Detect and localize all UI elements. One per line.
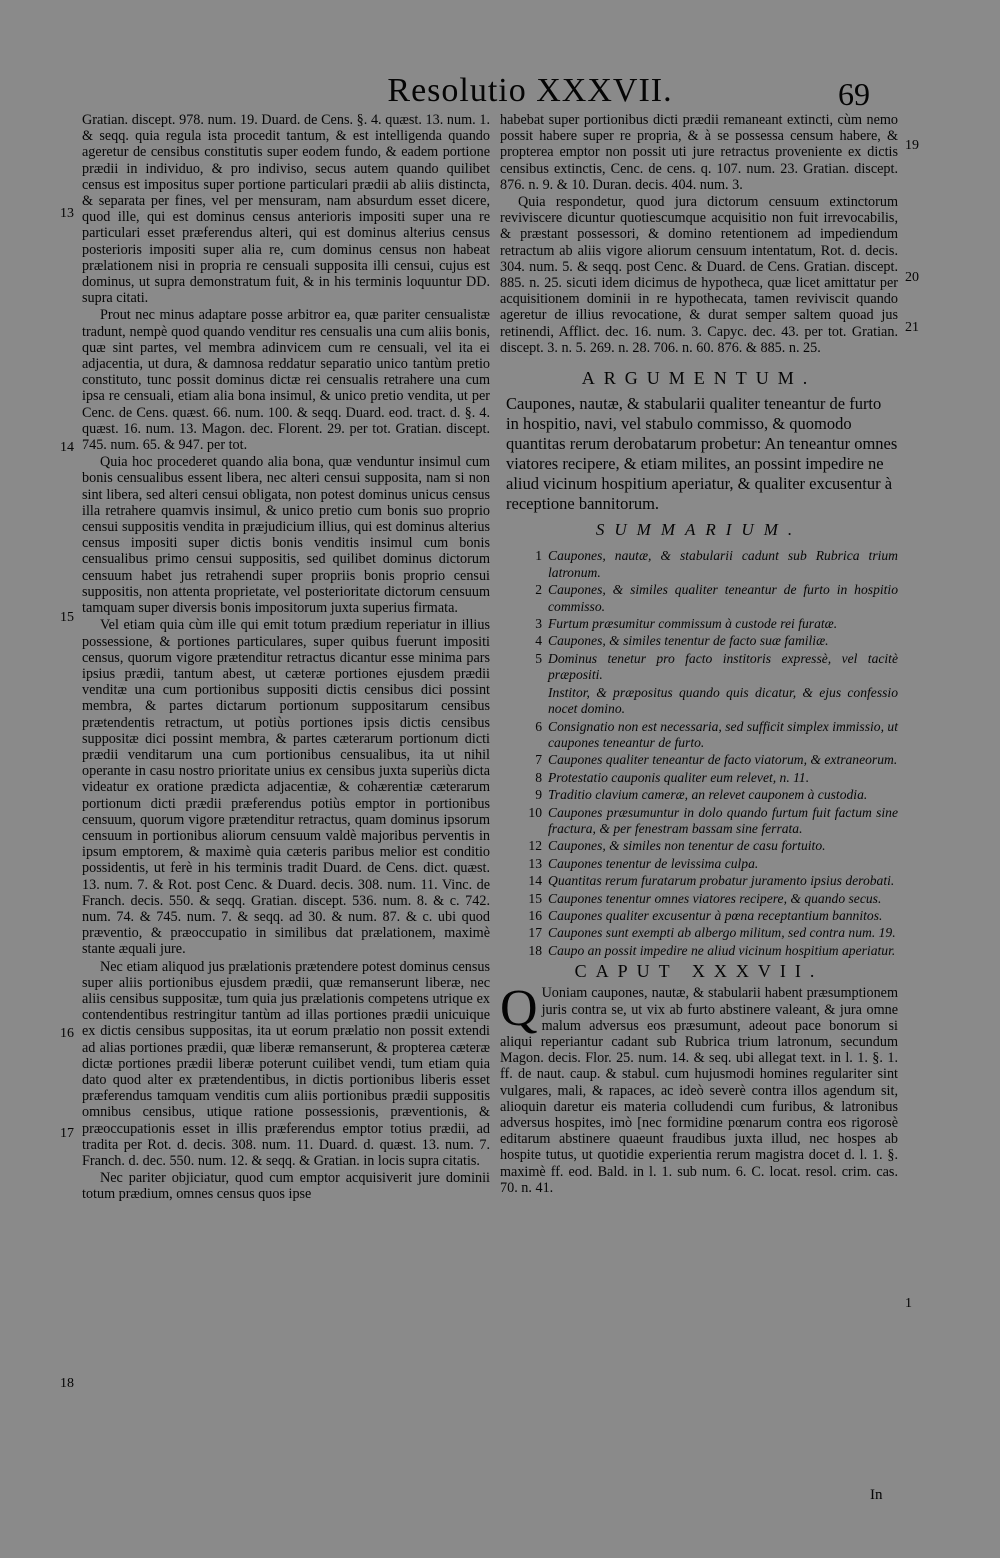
left-column: [82, 112, 490, 1204]
summarium-item: [500, 873, 898, 889]
summarium-item: [500, 616, 898, 632]
summarium-text: Furtum præsumitur commissum à custode rei furatæ.: [548, 616, 838, 632]
body-paragraph: Nec etiam aliquod jus prælationis prætendere potest dominus census super aliis portionibus ejusdem prædii, quæ remanserunt liberæ, nec aliis censibus suppositæ, tum quia jus prælationis competens utrique ex contendentibus restringitur tantùm ad illas portiones prædii unicuique ex dictis censibus suppositas, ita ut eorum prælatio non possit extendi ad alias portiones prædii, quæ liberæ remanserunt, & propterea cæteræ dictæ portiones prædii liberæ poterunt cuilibet vendi, tum etiam quia dato quod alter ex prætendentibus, in dictis portionibus liberis esset præferendus tamquam venditis cum aliis portionibus prædii suppositis omnibus censibus, utique ratione possessionis, præventionis, & præoccupationis esset in illis præferendus emptor totius prædii, ad tradita per Rot. d. decis. 308. num. 11. Duard. d. quæst. 13. num. 7. Franch. d. dec. 550. num. 12. & seqq. & Gratian. in locis supra citatis.: [82, 958, 490, 1169]
margin-number: 21: [905, 320, 919, 335]
summarium-text: Caupones præsumuntur in dolo quando furtum fuit factum sine fractura, & per fenestram bassam sine ferrata.: [548, 804, 898, 836]
summarium-item: [500, 943, 898, 959]
summarium-text: Caupones, nautæ, & stabularii cadunt sub Rubrica trium latronum.: [548, 548, 898, 580]
summarium-item: [500, 582, 898, 615]
summarium-item: [500, 891, 898, 907]
summarium-text: Caupones qualiter teneantur de facto viatorum, & extraneorum.: [548, 752, 898, 768]
margin-number: 1: [905, 1296, 912, 1311]
body-paragraph: Vel etiam quia cùm ille qui emit totum prædium reperiatur in illius possessione, & portiones particulares, super quibus fuerunt impositi census, quorum vigore prætenditur retractus dicantur esse minima pars ipsius prædii, tantum abest, ut cæteræ portiones ejusdem prædii venditæ una cum portionibus suppositi dictis censibus dici possint membra, & partes dictarum portionum suppositarum censibus prætendentis retractum, ut potiùs portiones ipsis dictis censibus suppositæ dici possint membra, & partes cæterarum portionum dicti prædii venditarum una cum portionibus censualibus, ita ut nihil operante in casu nostro prioritate unius ex censibus juxta superiùs dicta videatur ex oratione prædicta adjacentiæ, & cohærentiæ cæterarum portionum dicti prædii præferendus potiùs emptor in portionibus censuum, quorum vigore prætenditur retractus, quam dominus ipsorum censuum in portionibus aliorum censuum valdè majoribus perventis in ipsum emptorem, & maximè quia cæteris paribus melior est conditio possidentis, ut ferè in his terminis tradit Duard. de Cens. dict. quæst. 13. num. 7. & Rot. post Cenc. & Duard. decis. 308. num. 11. Vinc. de Franch. decis. 550. & seqq. Gratian. discept. 536. num. 8. & c. 742. num. 74. & 745. num. 7. & seqq. ad 30. & num. 87. & c. ubi quod præventio, & præoccupatio in similibus dat prælationem, maximè stante æquali jure.: [82, 617, 490, 958]
catchword: In: [870, 1487, 883, 1503]
summarium-text: Caupones, & similes tenentur de facto suæ familiæ.: [548, 633, 829, 649]
summarium-number: 4: [535, 633, 542, 649]
body-paragraph: Quia hoc procederet quando alia bona, quæ venduntur insimul cum bonis censualibus essent libera, nec alteri censui supposita, nam si non sint libera, sed alteri censui obligata, non potest dominus unicus census illa retrahere quamvis insimul, & unico pretio cum bonis suo proprio censui suppositis vendita in præjudicium illius, qui est dominus alterius census impositi super dictis bonis venditis insimul cum bonis censualibus primo censui suppositis, sed quilibet dominus dictorum censuum habet jus retrahendi super propriis bonis proprio censui suppositis, non attenta proprietate, vel posterioritate dictorum censuum tamquam super diversis bonis impositorum juxta superius firmata.: [82, 454, 490, 617]
argument-heading: ARGUMENTUM.: [581, 368, 817, 389]
summarium-number: 8: [535, 769, 542, 785]
summarium-text: Caupo an possit impedire ne aliud vicinum hospitium aperiatur.: [548, 942, 896, 958]
summarium-text: Dominus tenetur pro facto institoris expressè, vel tacitè præpositi.: [548, 650, 898, 683]
summarium-item: [500, 856, 898, 872]
page-number: 69: [838, 76, 870, 112]
summarium-number: 15: [528, 890, 542, 906]
drop-cap: Q: [500, 980, 538, 1038]
caput-text: Uoniam caupones, nautæ, & stabularii habent præsumptionem juris contra se, ut vix ab furto abstinere valeant, & jura omne malum adversus eos præsumunt, adeout pace bonorum si aliqui reperiantur cadant sub Rubrica trium latronum, secundum Magon. decis. Flor. 25. num. 14. & seq. ubi allegat text. in l. 1. §. 1. ff. de naut. caup. & stabul. cum hujusmodi homines regulariter sint vulgares, mali, & rapaces, ac ideò severè contra illos agendum sit, alioquin daretur eis materia colludendi cum furibus, & latronibus adversus hospites, imò [nec formidine pœnarum contra eos rigorosè editarum abstinere quaeunt fraudibus juxta illud, nec hospes ab hospite tutus, ut quotidie experientia rerum magistra docet d. l. 1. §. maximè ff. eod. Bald. in l. 1. sub num. 6. C. locat. resol. crim. cas. 70. n. 41.: [500, 985, 898, 1196]
summarium-number: 1: [535, 548, 542, 564]
summarium-item: [500, 838, 898, 854]
summarium-number: 13: [528, 855, 542, 871]
summarium-item: [500, 719, 898, 752]
body-paragraph: Prout nec minus adaptare posse arbitror ea, quæ pariter censualistæ tradunt, nempè quod quando venditur res censualis una cum aliis bonis, quæ sint partes, vel membra adinvicem cum re censuali, vel ita ei adjacentia, ut dura, & damnosa reddatur separatio unico tantùm pretio constituto, tunc possit dominus dictæ rei censualis retrahere una cum ipsa re censuali, etiam alia bona insimul, & unico pretio vendita, ut per Cenc. de Cens. quæst. 66. num. 100. & seqq. Duard. eod. tract. d. §. 4. quæst. 16. num. 13. Magon. dec. Florent. 29. per tot. Gratian. discept. 745. num. 65. & 947. per tot.: [82, 307, 490, 454]
summarium-item: [500, 805, 898, 838]
margin-number: 17: [60, 1126, 74, 1141]
summarium-number: 2: [535, 582, 542, 598]
summarium-text: Caupones tenentur de levissima culpa.: [548, 855, 759, 871]
summarium-text: Consignatio non est necessaria, sed sufficit simplex immissio, ut caupones teneantur de furto.: [548, 718, 898, 750]
argument-text: Caupones, nautæ, & stabularii qualiter teneantur de furto in hospitio, navi, vel stabulo commisso, & quomodo quantitas rerum derobatarum probetur: An teneantur omnes viatores recipere, & etiam milites, an possint impedire ne aliud vicinum hospitium aperiatur, & qualiter excusentur à receptione bannitorum.: [506, 394, 898, 514]
right-column: [500, 112, 898, 1197]
body-paragraph: habebat super portionibus dicti prædii remaneant extincti, cùm nemo possit habere super re propria, & à se possessa censum habere, & propterea emptor non possit uti jure retractus proveniente ex dictis censibus extinctis, Cenc. de cens. q. 107. num. 23. Gratian. discept. 876. n. 9. & 10. Duran. decis. 404. num. 3.: [500, 112, 898, 193]
summarium-text: Caupones sunt exempti ab albergo militum, sed contra num. 19.: [548, 925, 896, 941]
margin-number: 15: [60, 610, 74, 625]
summarium-list: [500, 548, 898, 959]
summarium-number: 6: [535, 718, 542, 734]
summarium-item: [500, 925, 898, 941]
margin-number: 18: [60, 1376, 74, 1391]
summarium-item: [500, 787, 898, 803]
summarium-item: [500, 908, 898, 924]
summarium-item: [500, 770, 898, 786]
summarium-number: 5: [535, 650, 542, 666]
summarium-number: 12: [528, 838, 542, 854]
summarium-heading: SUMMARIUM.: [595, 520, 803, 540]
summarium-number: [500, 685, 548, 718]
margin-number: 13: [60, 206, 74, 221]
summarium-item: [500, 651, 898, 684]
summarium-text: Caupones, & similes non tenentur de casu fortuito.: [548, 838, 826, 854]
summarium-item: [500, 752, 898, 768]
summarium-number: 7: [535, 752, 542, 768]
summarium-text: Traditio clavium cameræ, an relevet cauponem à custodia.: [548, 787, 868, 803]
summarium-text: Caupones qualiter excusentur à pœna receptantium bannitos.: [548, 907, 883, 923]
summarium-number: 17: [528, 925, 542, 941]
summarium-number: 3: [535, 616, 542, 632]
summarium-item: [500, 548, 898, 581]
margin-number: 16: [60, 1026, 74, 1041]
margin-number: 20: [905, 270, 919, 285]
summarium-number: 10: [528, 804, 542, 820]
summarium-number: 9: [535, 787, 542, 803]
summarium-number: 16: [528, 907, 542, 923]
summarium-text: Caupones, & similes qualiter teneantur de furto in hospitio commisso.: [548, 582, 898, 614]
summarium-item: [500, 633, 898, 649]
margin-number: 14: [60, 440, 74, 455]
summarium-text: Quantitas rerum furatarum probatur juramento ipsius derobati.: [548, 873, 895, 889]
summarium-number: 14: [528, 873, 542, 889]
summarium-text: Caupones tenentur omnes viatores recipere, & quando secus.: [548, 890, 882, 906]
body-paragraph: Nec pariter objiciatur, quod cum emptor acquisiverit jure dominii totum prædium, omnes census quos ipse: [82, 1170, 490, 1203]
caput-heading: CAPUT XXXVII.: [574, 961, 824, 982]
summarium-text: Protestatio cauponis qualiter eum relevet, n. 11.: [548, 769, 810, 785]
summarium-number: 18: [528, 942, 542, 958]
body-paragraph: Gratian. discept. 978. num. 19. Duard. de Cens. §. 4. quæst. 13. num. 1. & seqq. quia regula ista procedit tantum, & est intelligenda quando ageretur de censibus constitutis super eodem fundo, & eadem portione prædii in individuo, & pro indiviso, secus autem quando quilibet census est impositus super portione particulari prædii ab aliis distincta, & separata per fines, vel per mensuram, nam absurdum esset dicere, quod ille, qui est dominus census anterioris impositi super una re particulari esset præferendus alteri, qui est dominus alterius census posterioris impositi super alia re, cum dominus census non habeat prælationem nisi in propria re censuali supposita illi censui, cujus est dominus, ut supra demonstratum fuit, & in his terminis loquuntur DD. supra citati.: [82, 112, 490, 307]
running-title: Resolutio XXXVII.: [387, 72, 673, 109]
summarium-text: Institor, & præpositus quando quis dicatur, & ejus confessio nocet domino.: [548, 684, 898, 717]
body-paragraph: Quia respondetur, quod jura dictorum censuum extinctorum reviviscere dicuntur quotiescumque acquisitio non fuit irrevocabilis, & præstant possessori, & domino retentionem ad impediendum retractum ab aliis vigore aliorum censuum intentatum, Rot. d. decis. 304. num. 5. & seqq. post Cenc. & Duard. de Cens. Gratian. discept. 885. n. 25. sicuti idem dicimus de hypotheca, quæ licet amittatur per acquisitionem dominii in re hypothecata, tamen reviviscit quando ageretur de illius revocatione, & durat semper saltem quoad jus retinendi, Afflict. dec. 16. num. 3. Capyc. dec. 43. per tot. Gratian. discept. 3. n. 5. 269. n. 28. 706. n. 60. 876. & 885. n. 25.: [500, 194, 898, 356]
caput-paragraph: [500, 980, 898, 1196]
margin-number: 19: [905, 138, 919, 153]
summarium-item: [500, 685, 898, 718]
